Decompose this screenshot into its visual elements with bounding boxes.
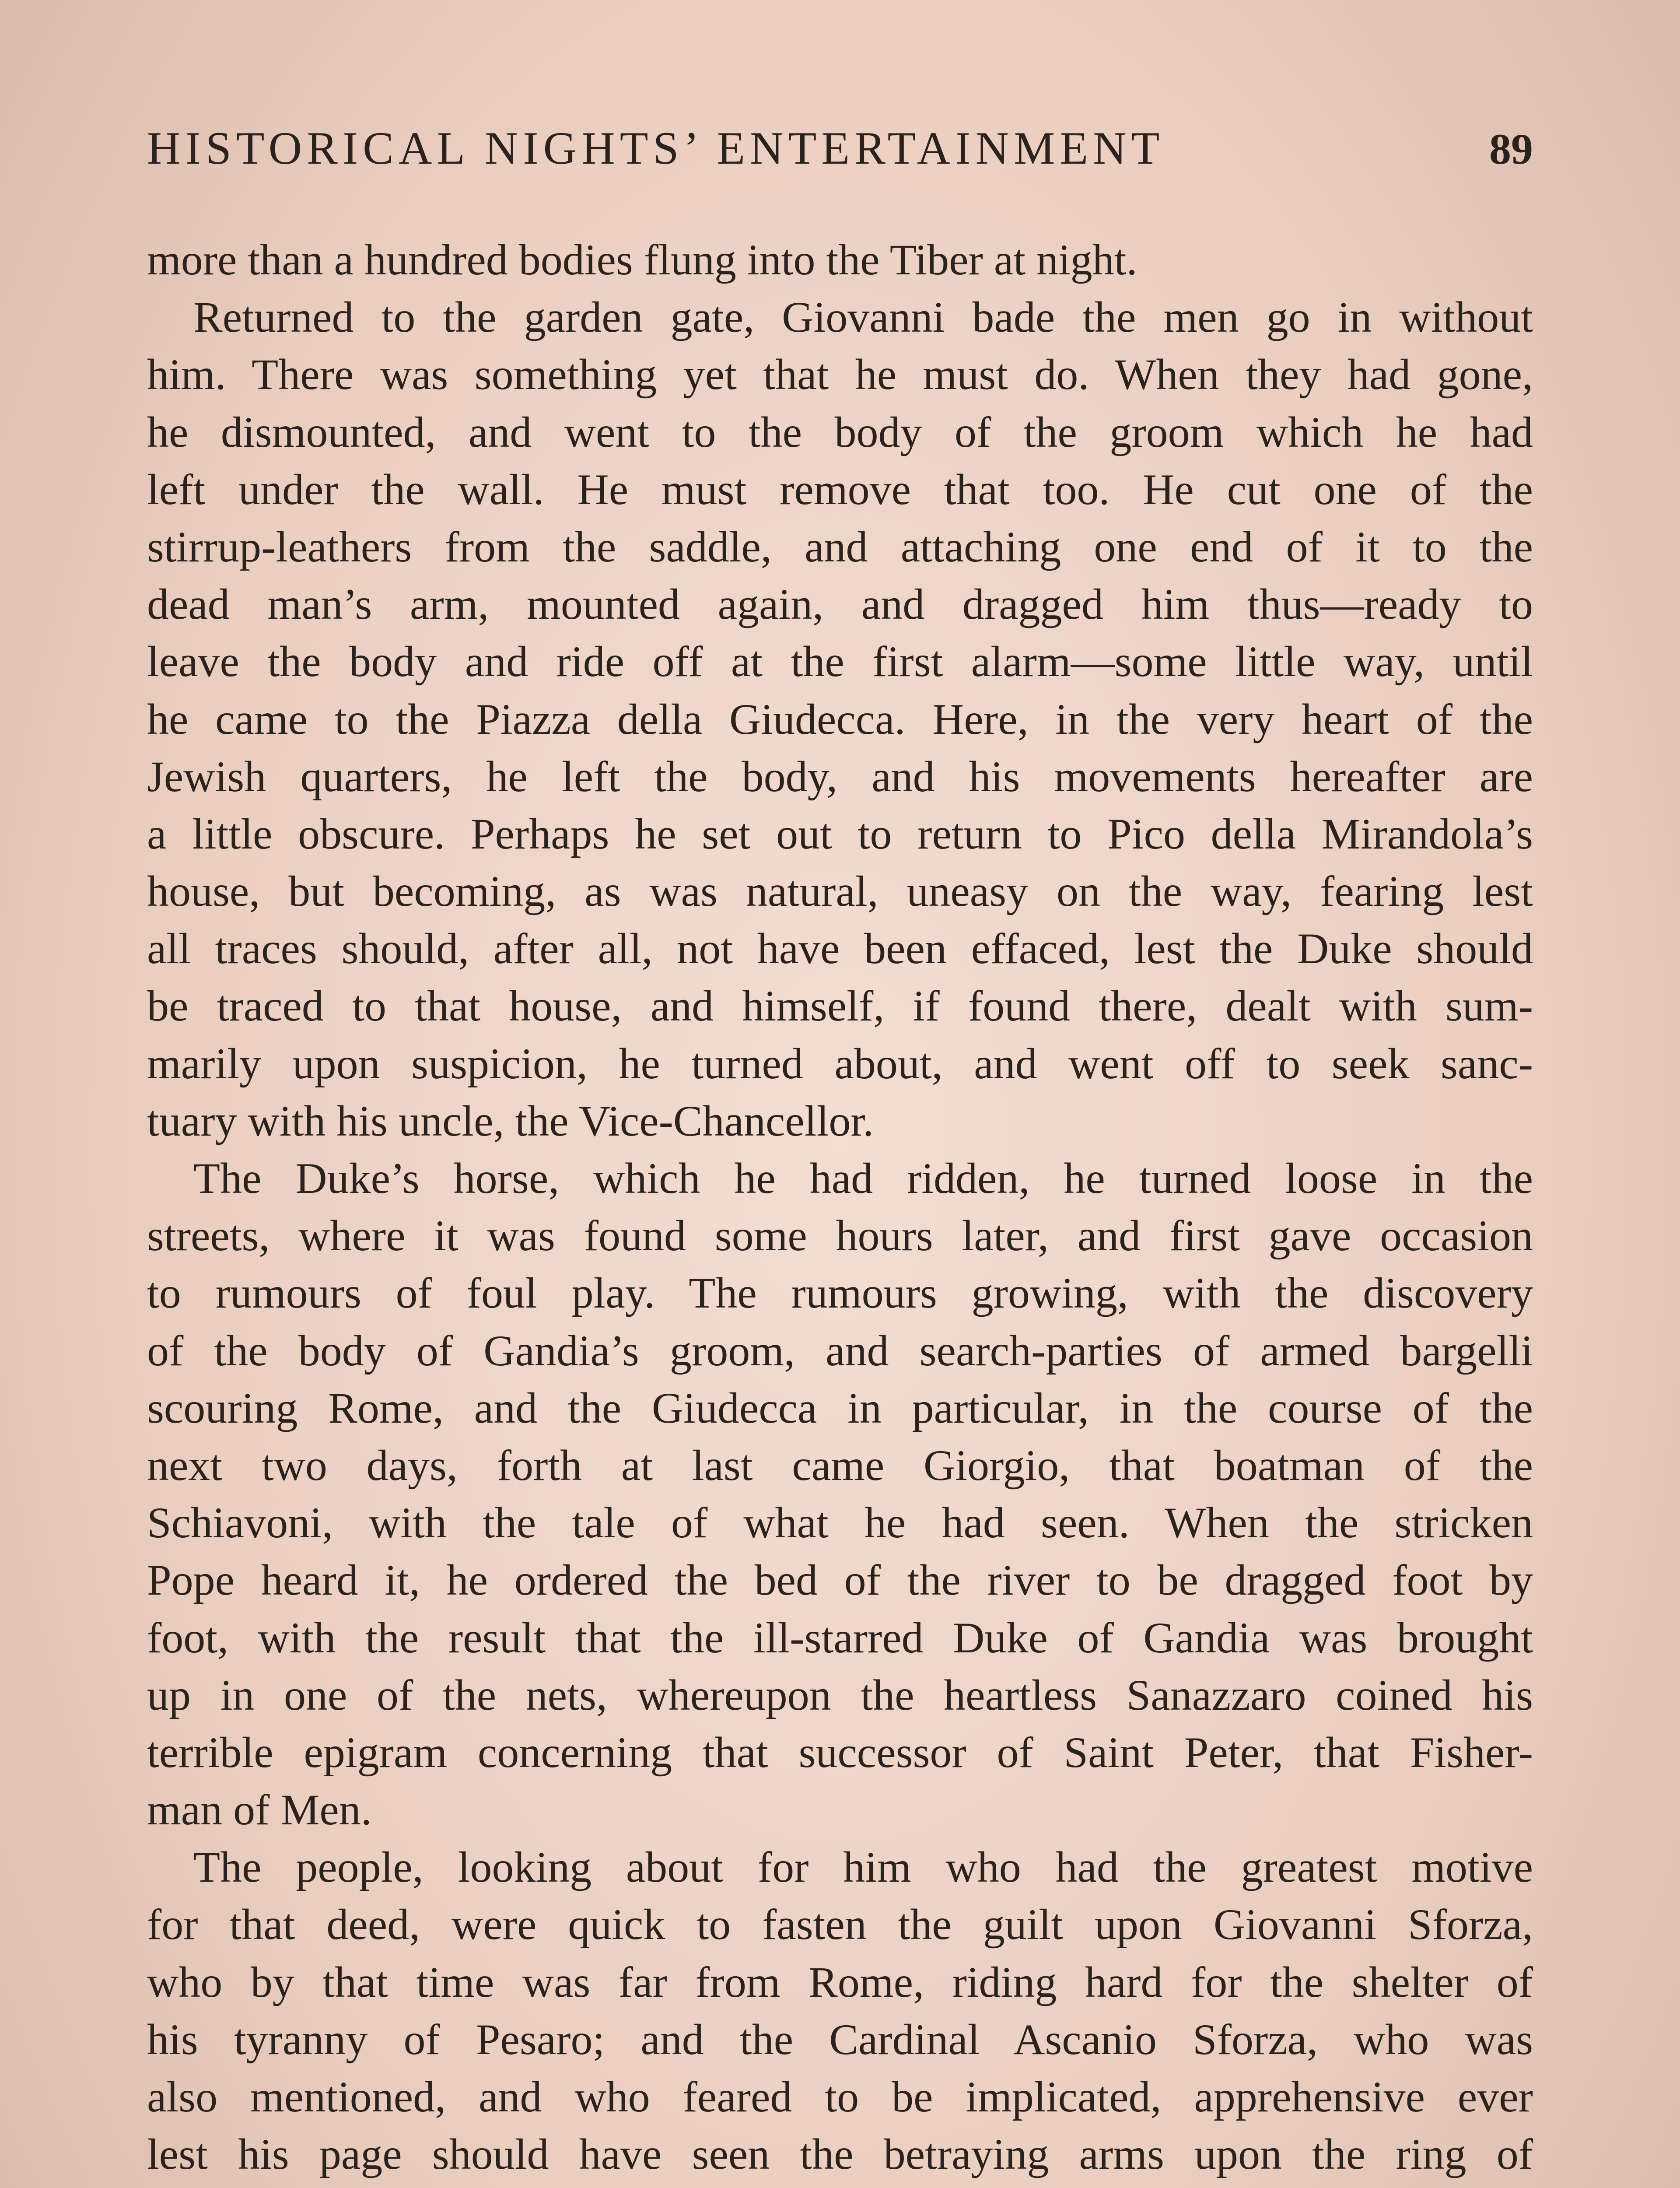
text-line: Jewish quarters, he left the body, and his movements hereafter are — [147, 752, 1533, 801]
text-line: all traces should, after all, not have been effaced, lest the Duke should — [147, 924, 1533, 973]
text-line: left under the wall. He must remove that too. He cut one of the — [147, 465, 1533, 514]
text-line: streets, where it was found some hours later, and first gave occasion — [147, 1211, 1533, 1260]
text-line: Pope heard it, he ordered the bed of the river to be dragged foot by — [147, 1556, 1533, 1605]
page-number: 89 — [1489, 125, 1533, 173]
text-line: man of Men. — [147, 1785, 372, 1834]
text-line: his tyranny of Pesaro; and the Cardinal Ascanio Sforza, who was — [147, 2015, 1533, 2064]
running-head — [147, 125, 1533, 182]
text-line: of the body of Gandia’s groom, and search-parties of armed bargelli — [147, 1326, 1533, 1375]
text-line: dead man’s arm, mounted again, and dragged him thus—ready to — [147, 580, 1533, 629]
text-line: lest his page should have seen the betraying arms upon the ring of — [147, 2130, 1533, 2179]
text-line: scouring Rome, and the Giudecca in particular, in the course of the — [147, 1383, 1533, 1432]
text-line: tuary with his uncle, the Vice-Chancellor. — [147, 1096, 874, 1145]
text-line: next two days, forth at last came Giorgio, that boatman of the — [147, 1441, 1533, 1490]
running-title: HISTORICAL NIGHTS’ ENTERTAINMENT — [147, 123, 1165, 174]
paragraph-first-line: Returned to the garden gate, Giovanni bade the men go in without — [193, 293, 1533, 342]
text-line: marily upon suspicion, he turned about, and went off to seek sanc- — [147, 1039, 1533, 1088]
text-line: who by that time was far from Rome, riding hard for the shelter of — [147, 1957, 1533, 2006]
text-line: leave the body and ride off at the first alarm—some little way, until — [147, 637, 1533, 686]
paragraph-first-line: The people, looking about for him who had the greatest motive — [193, 1843, 1533, 1892]
paragraph-first-line: The Duke’s horse, which he had ridden, he turned loose in the — [193, 1154, 1533, 1203]
text-line: house, but becoming, as was natural, uneasy on the way, fearing lest — [147, 867, 1533, 916]
text-line: him. There was something yet that he must do. When they had gone, — [147, 350, 1533, 399]
text-line: Schiavoni, with the tale of what he had seen. When the stricken — [147, 1498, 1533, 1547]
text-line: more than a hundred bodies flung into the Tiber at night. — [147, 235, 1138, 284]
text-line: he dismounted, and went to the body of the groom which he had — [147, 407, 1533, 456]
text-line: stirrup-leathers from the saddle, and attaching one end of it to the — [147, 522, 1533, 571]
text-line: to rumours of foul play. The rumours growing, with the discovery — [147, 1269, 1533, 1318]
body-text — [147, 231, 1533, 2188]
text-line: a little obscure. Perhaps he set out to return to Pico della Mirandola’s — [147, 809, 1533, 858]
text-line: be traced to that house, and himself, if found there, dealt with sum- — [147, 982, 1533, 1031]
text-line: also mentioned, and who feared to be implicated, apprehensive ever — [147, 2072, 1533, 2121]
text-line: for that deed, were quick to fasten the guilt upon Giovanni Sforza, — [147, 1900, 1533, 1949]
text-line — [147, 2183, 1533, 2188]
text-line: terrible epigram concerning that successor of Saint Peter, that Fisher- — [147, 1728, 1533, 1777]
text-line: up in one of the nets, whereupon the heartless Sanazzaro coined his — [147, 1670, 1533, 1719]
text-line: foot, with the result that the ill-starred Duke of Gandia was brought — [147, 1613, 1533, 1662]
text-line: he came to the Piazza della Giudecca. Here, in the very heart of the — [147, 694, 1533, 743]
